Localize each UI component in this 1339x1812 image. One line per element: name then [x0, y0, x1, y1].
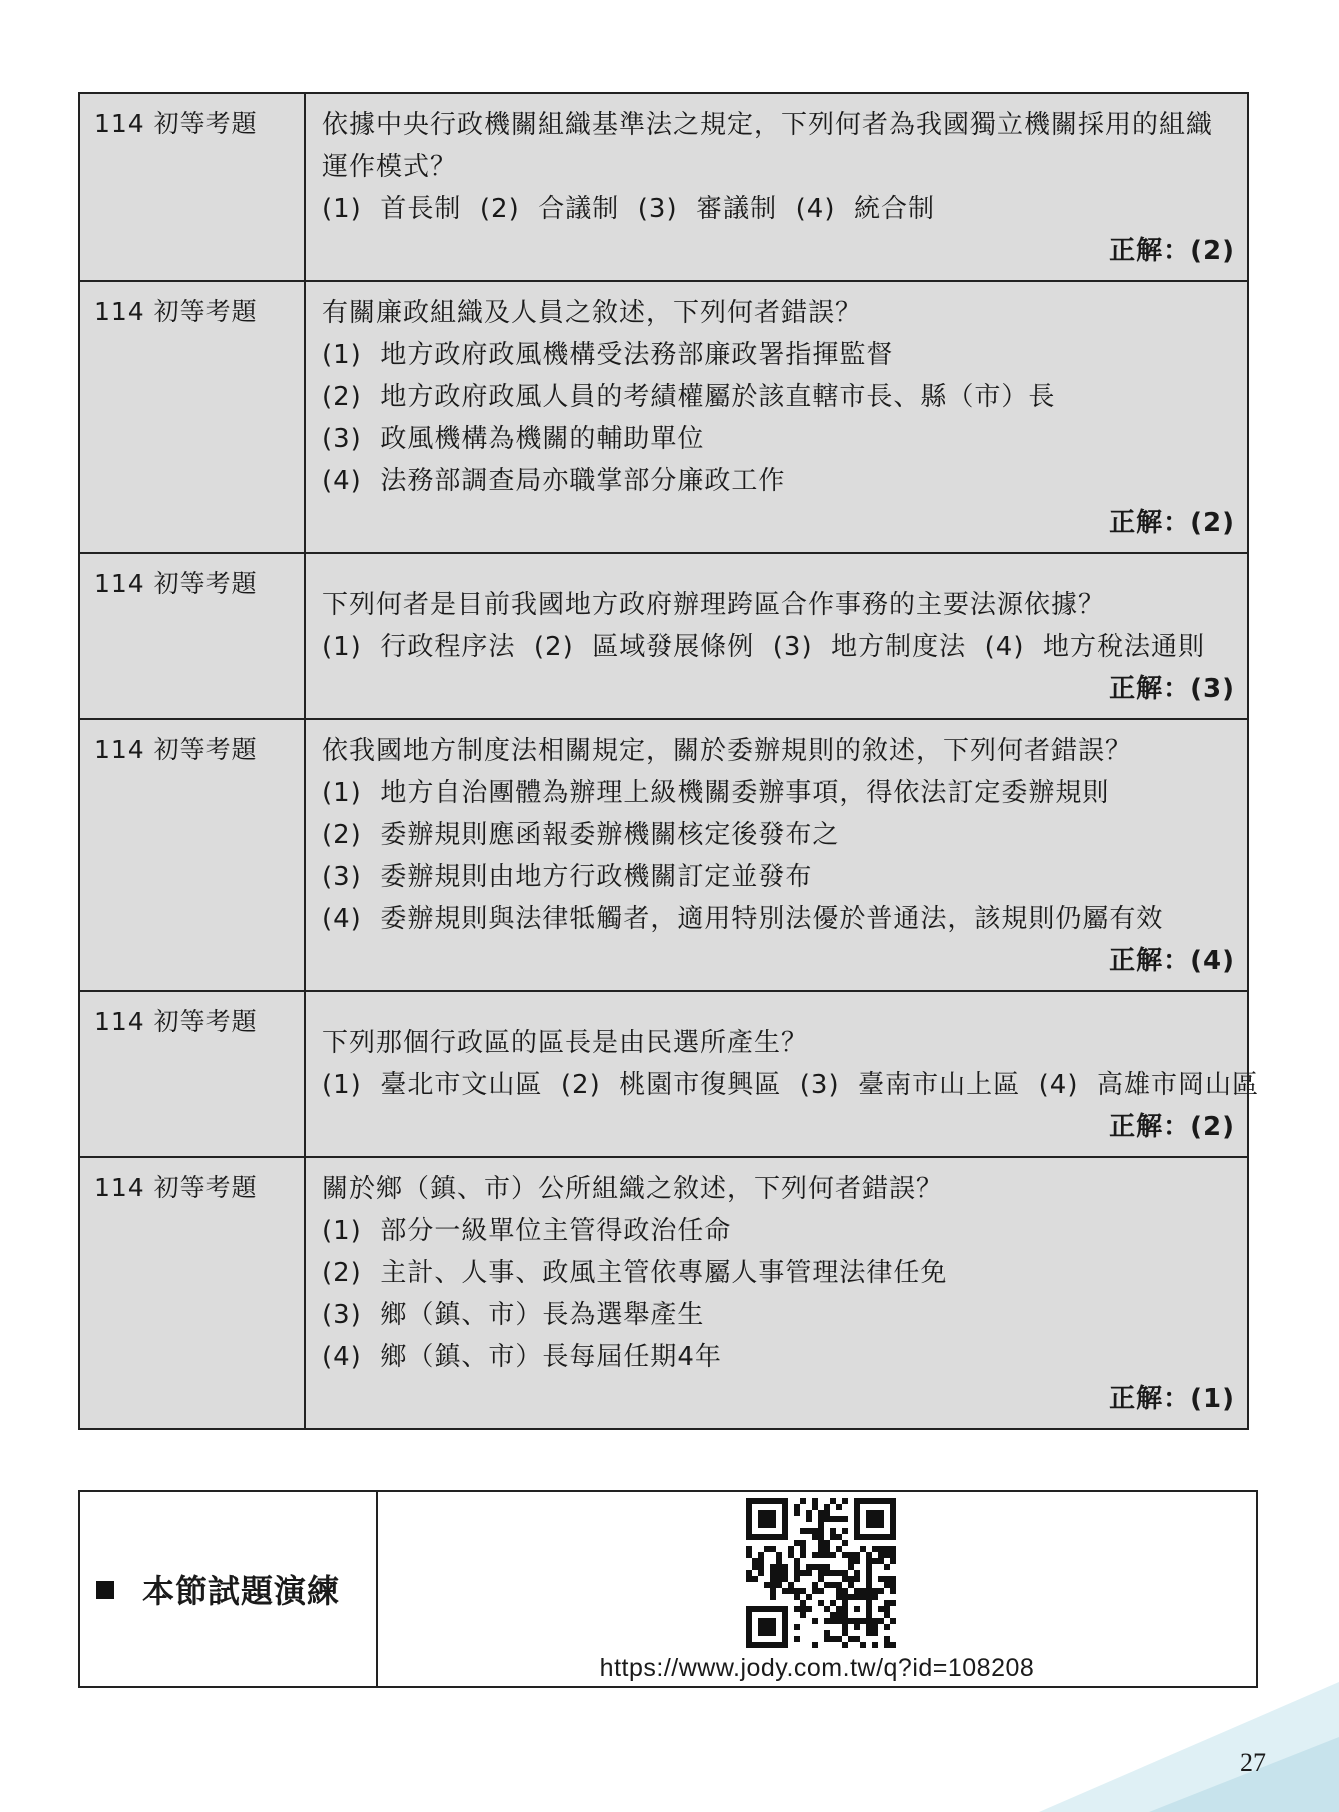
question-stem: 下列何者是目前我國地方政府辦理跨區合作事務的主要法源依據？	[322, 590, 1106, 620]
questions-table	[78, 92, 1260, 1430]
question-source: 114 初等考題	[79, 281, 305, 553]
question-stem: 關於鄉（鎮、市）公所組織之敘述，下列何者錯誤？	[322, 1174, 944, 1204]
question-body	[305, 719, 1248, 991]
question-row	[79, 1157, 1248, 1429]
question-option: (1) 行政程序法 (2) 區域發展條例 (3) 地方制度法 (4) 地方稅法通則	[322, 632, 1206, 662]
square-bullet-icon	[96, 1581, 114, 1599]
answer-text: 正解：(2)	[1109, 236, 1235, 266]
page-number: 27	[1240, 1748, 1266, 1777]
question-option: (1) 臺北市文山區 (2) 桃園市復興區 (3) 臺南市山上區 (4) 高雄市岡山區	[322, 1070, 1260, 1100]
answer-text: 正解：(3)	[1109, 674, 1235, 704]
question-stem: 依我國地方制度法相關規定，關於委辦規則的敘述，下列何者錯誤？	[322, 736, 1133, 766]
question-option: (3) 委辦規則由地方行政機關訂定並發布	[322, 862, 813, 892]
answer-text: 正解：(1)	[1109, 1384, 1235, 1414]
spacer	[322, 564, 1235, 584]
question-option: (2) 委辦規則應函報委辦機關核定後發布之	[322, 820, 840, 850]
question-source: 114 初等考題	[79, 1157, 305, 1429]
question-row	[79, 93, 1248, 281]
question-stem: 有關廉政組織及人員之敘述，下列何者錯誤？	[322, 298, 863, 328]
question-body	[305, 991, 1260, 1157]
question-source: 114 初等考題	[79, 719, 305, 991]
answer-text: 正解：(2)	[1109, 1112, 1235, 1142]
qr-cell	[378, 1492, 1256, 1686]
practice-box	[78, 1490, 1258, 1688]
question-row	[79, 991, 1248, 1157]
spacer	[322, 1002, 1235, 1022]
question-option: (1) 首長制 (2) 合議制 (3) 審議制 (4) 統合制	[322, 194, 936, 224]
question-option: (2) 主計、人事、政風主管依專屬人事管理法律任免	[322, 1258, 948, 1288]
practice-label-cell	[80, 1492, 378, 1686]
question-stem: 下列那個行政區的區長是由民選所產生？	[322, 1028, 809, 1058]
question-option: (1) 地方自治團體為辦理上級機關委辦事項，得依法訂定委辦規則	[322, 778, 1110, 808]
question-option: (3) 政風機構為機關的輔助單位	[322, 424, 705, 454]
question-body	[305, 93, 1248, 281]
practice-url[interactable]: https://www.jody.com.tw/q?id=108208	[599, 1654, 1035, 1682]
question-row	[79, 281, 1248, 553]
question-option: (4) 鄉（鎮、市）長每屆任期4年	[322, 1342, 722, 1372]
question-source: 114 初等考題	[79, 93, 305, 281]
question-option: (3) 鄉（鎮、市）長為選舉產生	[322, 1300, 705, 1330]
answer-text: 正解：(2)	[1109, 508, 1235, 538]
corner-decoration	[1039, 1662, 1339, 1812]
answer-text: 正解：(4)	[1109, 946, 1235, 976]
qr-code-icon[interactable]	[746, 1498, 896, 1648]
question-option: (1) 地方政府政風機構受法務部廉政署指揮監督	[322, 340, 894, 370]
question-option: (4) 法務部調查局亦職掌部分廉政工作	[322, 466, 786, 496]
question-source: 114 初等考題	[79, 991, 305, 1157]
question-row	[79, 553, 1248, 719]
question-source: 114 初等考題	[79, 553, 305, 719]
question-option: (2) 地方政府政風人員的考績權屬於該直轄市長、縣（市）長	[322, 382, 1056, 412]
question-body	[305, 553, 1248, 719]
question-row	[79, 719, 1248, 991]
question-stem: 依據中央行政機關組織基準法之規定，下列何者為我國獨立機關採用的組織	[322, 110, 1214, 140]
question-option: (4) 委辦規則與法律牴觸者，適用特別法優於普通法，該規則仍屬有效	[322, 904, 1164, 934]
question-body	[305, 1157, 1248, 1429]
question-stem-continued: 運作模式？	[322, 152, 458, 182]
practice-label: 本節試題演練	[142, 1572, 341, 1610]
question-body	[305, 281, 1248, 553]
question-option: (1) 部分一級單位主管得政治任命	[322, 1216, 732, 1246]
